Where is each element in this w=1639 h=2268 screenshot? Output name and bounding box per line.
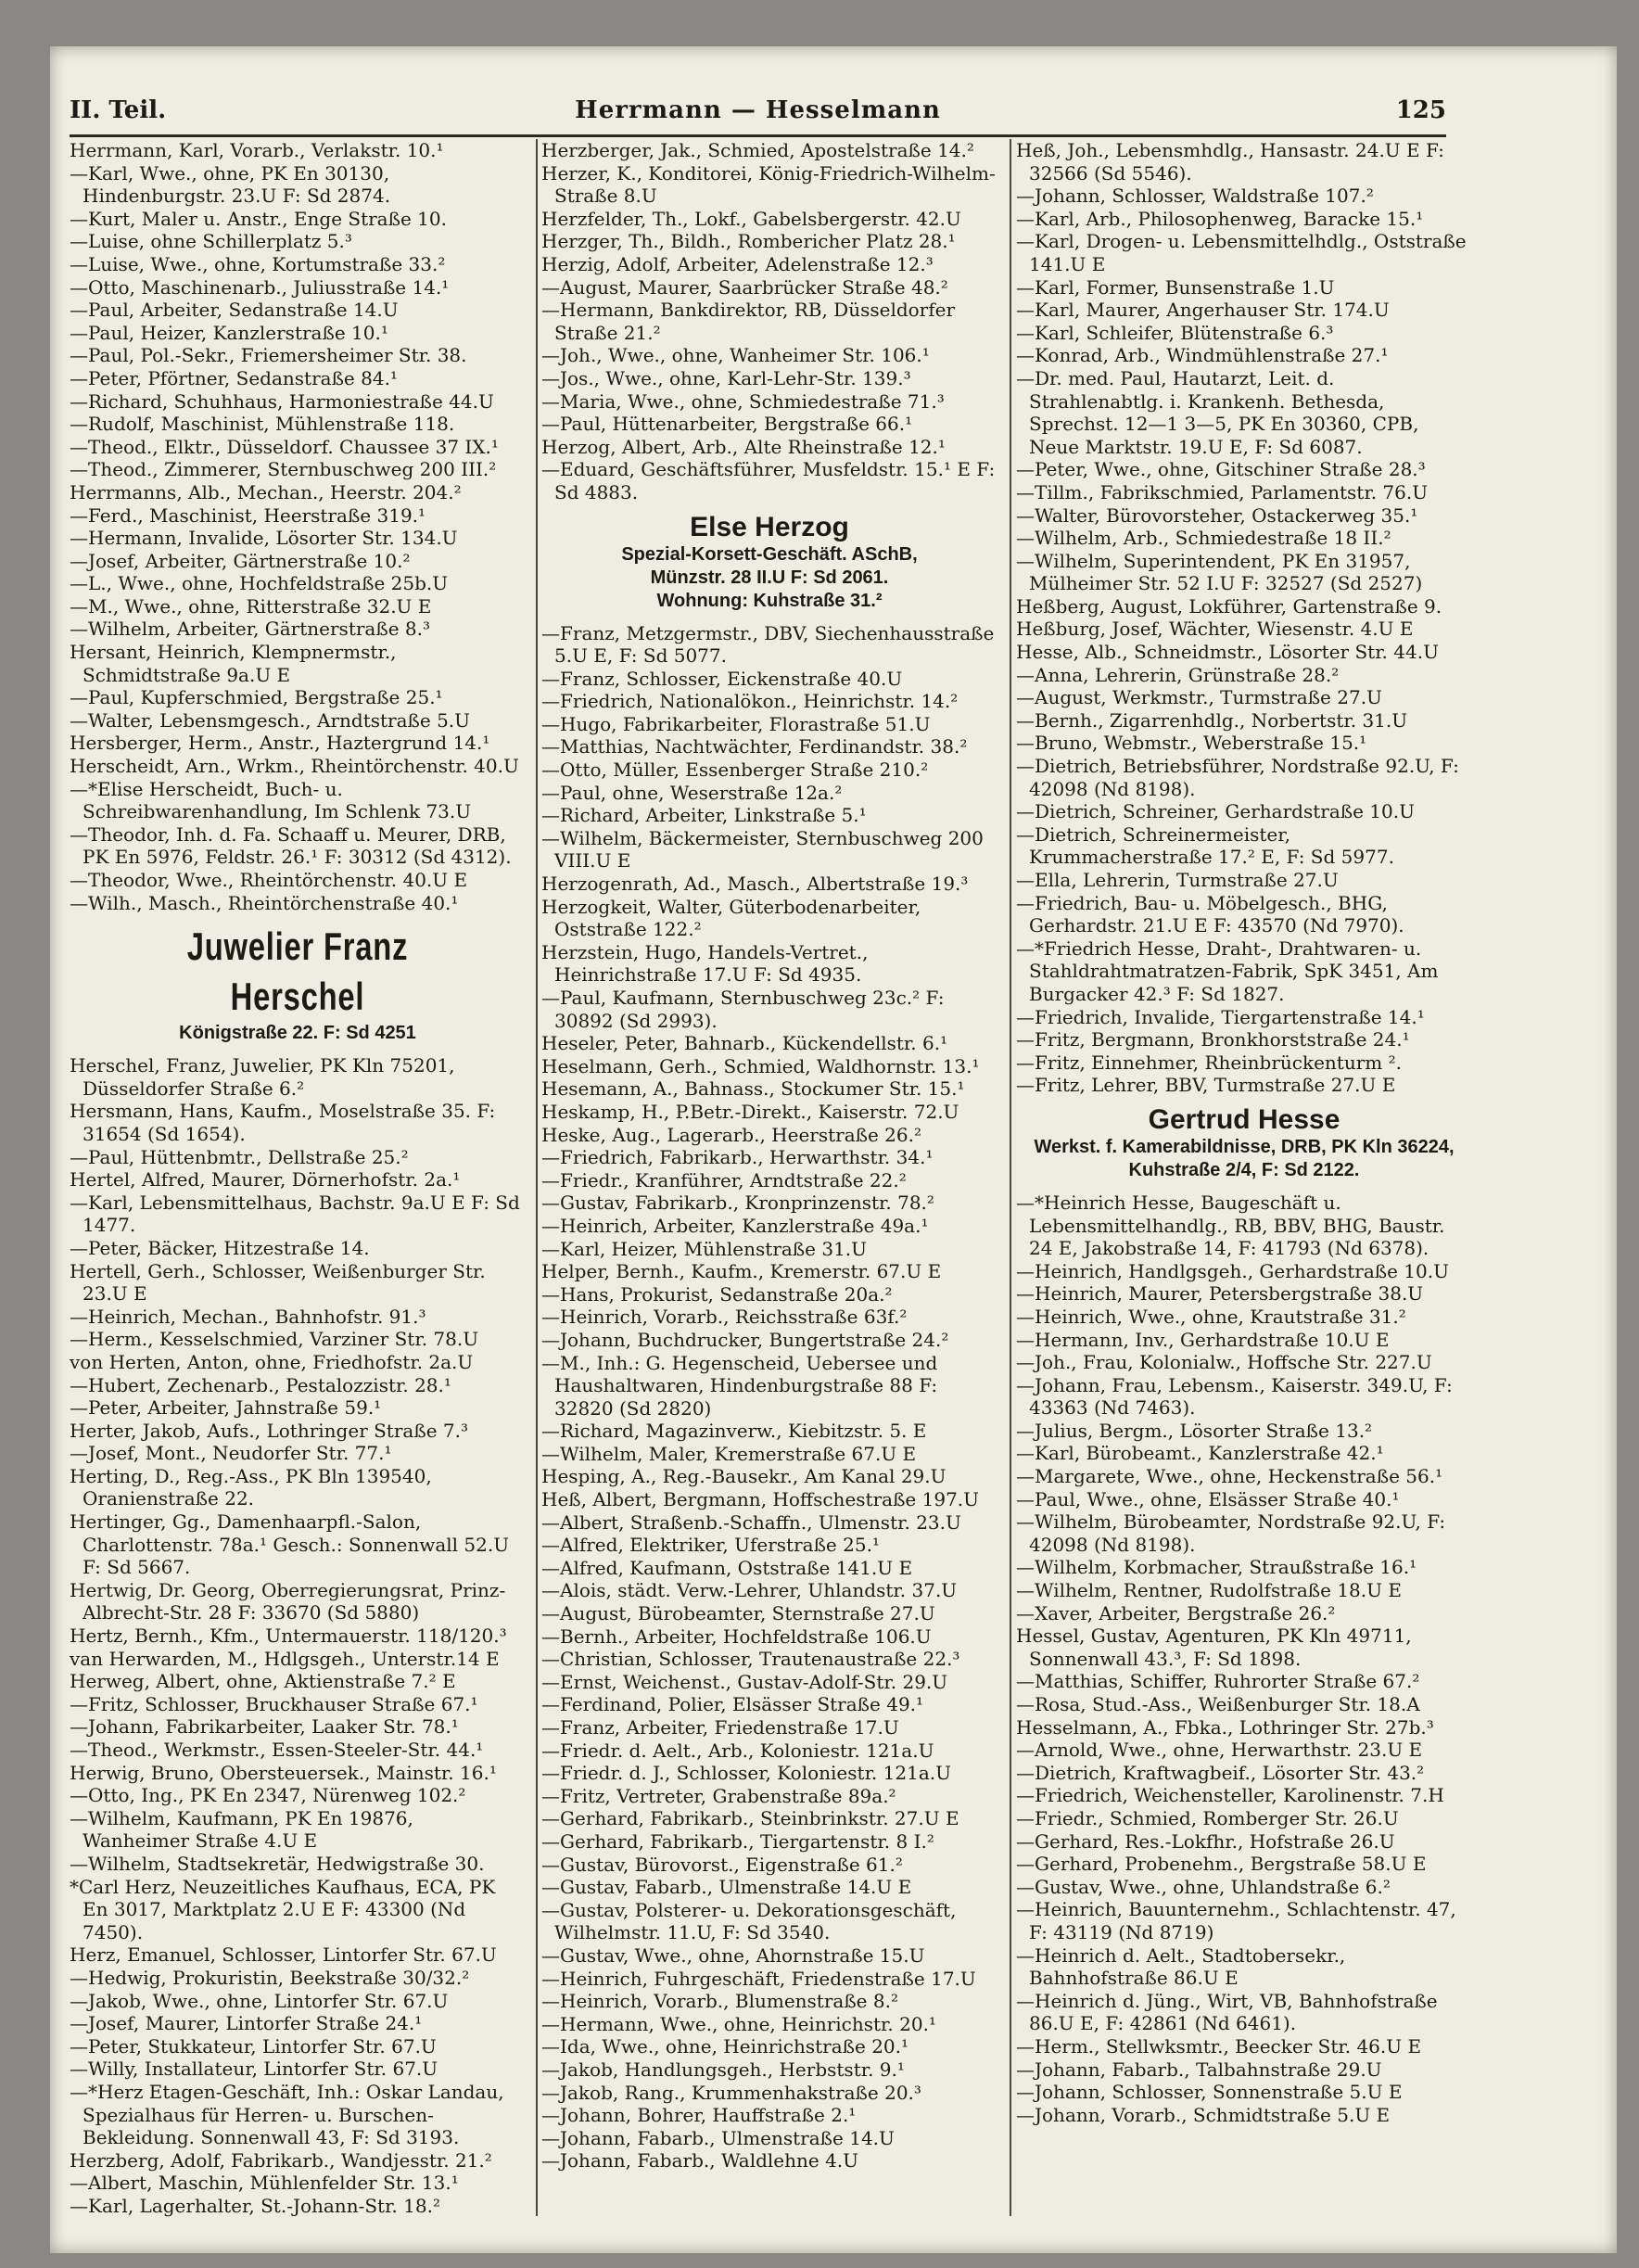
directory-entry: —Gerhard, Fabrikarb., Steinbrinkstr. 27.U E [541, 1807, 959, 1830]
directory-entry: —Gerhard, Probenehm., Bergstraße 58.U E [1016, 1853, 1427, 1876]
directory-entry: —Karl, Arb., Philosophenweg, Baracke 15.¹ [1016, 207, 1424, 230]
directory-entry: Hesse, Alb., Schneidmstr., Lösorter Str. 44.U [1016, 641, 1439, 664]
directory-entry: —Margarete, Wwe., ohne, Heckenstraße 56.¹ [1016, 1465, 1443, 1488]
directory-entry: Herzger, Th., Bildh., Rombericher Platz 28.¹ [541, 230, 956, 253]
directory-entry: —Paul, Pol.-Sekr., Friemersheimer Str. 38. [70, 344, 467, 367]
directory-entry: —Karl, Lebensmittelhaus, Bachstr. 9a.U E F: Sd 1477. [70, 1191, 520, 1237]
directory-entry: —Rudolf, Maschinist, Mühlenstraße 118. [70, 413, 455, 436]
directory-entry: —Fritz, Lehrer, BBV, Turmstraße 27.U E [1016, 1074, 1396, 1097]
directory-entry: —Christian, Schlosser, Trautenaustraße 22.³ [541, 1648, 960, 1671]
directory-entry: —Gustav, Wwe., ohne, Ahornstraße 15.U [541, 1943, 925, 1967]
directory-entry: Heseler, Peter, Bahnarb., Kückendellstr. 6.¹ [541, 1032, 948, 1055]
directory-entry: —Fritz, Schlosser, Bruckhauser Straße 67.¹ [70, 1692, 478, 1715]
directory-entry: —Maria, Wwe., ohne, Schmiedestraße 71.³ [541, 389, 945, 413]
column-2 [541, 139, 997, 2225]
directory-entry: —Johann, Fabarb., Talbahnstraße 29.U [1016, 2058, 1382, 2081]
advertisement [1016, 1104, 1472, 1182]
directory-entry: Herzfelder, Th., Lokf., Gabelsbergerstr. 42.U [541, 207, 961, 230]
directory-entry: —Herm., Kesselschmied, Varziner Str. 78.U [70, 1328, 479, 1351]
directory-entry: —Hubert, Zechenarb., Pestalozzistr. 28.¹ [70, 1373, 451, 1396]
directory-entry: —Heinrich, Handlgsgeh., Gerhardstraße 10.U [1016, 1259, 1449, 1282]
directory-entry: —Hermann, Invalide, Lösorter Str. 134.U [70, 527, 458, 550]
directory-entry: —Heinrich, Fuhrgeschäft, Friedenstraße 17.U [541, 1967, 976, 1990]
directory-entry: —Heinrich, Maurer, Petersbergstraße 38.U [1016, 1282, 1424, 1306]
directory-entry: —Otto, Ing., PK En 2347, Nürenweg 102.² [70, 1784, 466, 1807]
directory-entry: —Paul, Arbeiter, Sedanstraße 14.U [70, 299, 399, 322]
directory-entry: Herzberg, Adolf, Fabrikarb., Wandjesstr. 21.² [70, 2148, 492, 2172]
directory-entry: —Johann, Bohrer, Hauffstraße 2.¹ [541, 2104, 857, 2127]
directory-entry: —Anna, Lehrerin, Grünstraße 28.² [1016, 663, 1340, 686]
directory-entry: —Dietrich, Betriebsführer, Nordstraße 92.U, F: 42098 (Nd 8198). [1016, 755, 1459, 800]
directory-entry: —Hedwig, Prokuristin, Beekstraße 30/32.² [70, 1966, 470, 1989]
directory-entry: Hersberger, Herm., Anstr., Haztergrund 14.¹ [70, 732, 490, 755]
directory-entry: —Johann, Fabarb., Waldlehne 4.U [541, 2149, 859, 2172]
directory-entry: Hesselmann, A., Fbka., Lothringer Str. 27b.³ [1016, 1715, 1434, 1739]
directory-entry: —Johann, Schlosser, Waldstraße 107.² [1016, 185, 1374, 208]
directory-entry: Herwig, Bruno, Obersteuersek., Mainstr. 16.¹ [70, 1761, 497, 1784]
directory-entry: —Wilhelm, Arb., Schmiedestraße 18 II.² [1016, 527, 1391, 550]
page-number: 125 [1395, 96, 1446, 124]
directory-entry: —*Elise Herscheidt, Buch- u. Schreibwarenhandlung, Im Schlenk 73.U [70, 777, 472, 823]
directory-entry: —Luise, Wwe., ohne, Kortumstraße 33.² [70, 252, 446, 275]
column-1 [70, 139, 526, 2225]
directory-entry: —August, Maurer, Saarbrücker Straße 48.² [541, 275, 948, 299]
directory-entry: —Theod., Werkmstr., Essen-Steeler-Str. 44.¹ [70, 1739, 484, 1761]
directory-entry: —Dietrich, Schreinermeister, Krummacherstraße 17.² E, F: Sd 5977. [1016, 822, 1394, 869]
directory-entry: —Johann, Buchdrucker, Bungertstraße 24.² [541, 1328, 949, 1351]
directory-entry: Herrmann, Karl, Vorarb., Verlakstr. 10.¹ [70, 139, 444, 161]
directory-entry: —Johann, Schlosser, Sonnenstraße 5.U E [1016, 2081, 1403, 2104]
directory-entry: von Herten, Anton, ohne, Friedhofstr. 2a.U [70, 1350, 474, 1373]
directory-entry: Hesping, A., Reg.-Bausekr., Am Kanal 29.U [541, 1465, 947, 1488]
directory-entry: Herter, Jakob, Aufs., Lothringer Straße 7.³ [70, 1419, 468, 1442]
directory-entry: —Fritz, Einnehmer, Rheinbrückenturm ². [1016, 1051, 1402, 1074]
directory-entry: —Gustav, Fabarb., Ulmenstraße 14.U E [541, 1876, 912, 1899]
directory-entry: —Wilhelm, Rentner, Rudolfstraße 18.U E [1016, 1579, 1402, 1602]
directory-entry: Herz, Emanuel, Schlosser, Lintorfer Str. 67.U [70, 1943, 497, 1967]
directory-entry: —Paul, Hüttenbmtr., Dellstraße 25.² [70, 1145, 409, 1168]
directory-entry: —Hans, Prokurist, Sedanstraße 20a.² [541, 1282, 893, 1306]
advertisement-title: Else Herzog [690, 511, 849, 542]
directory-entry: —Jakob, Wwe., ohne, Lintorfer Str. 67.U [70, 1989, 449, 2012]
running-header [70, 96, 1446, 134]
directory-entry: —Peter, Arbeiter, Jahnstraße 59.¹ [70, 1396, 382, 1420]
directory-entry: —Fritz, Vertreter, Grabenstraße 89a.² [541, 1784, 896, 1807]
directory-entry: —Albert, Straßenb.-Schaffn., Ulmenstr. 23.U [541, 1510, 961, 1534]
directory-entry: Herrmanns, Alb., Mechan., Heerstr. 204.² [70, 480, 462, 503]
directory-entry: —Peter, Pförtner, Sedanstraße 84.¹ [70, 366, 398, 389]
directory-entry: —Ida, Wwe., ohne, Heinrichstraße 20.¹ [541, 2035, 909, 2058]
directory-entry: —Franz, Metzgermstr., DBV, Siechenhausstraße 5.U E, F: Sd 5077. [541, 621, 995, 668]
directory-entry: —M., Inh.: G. Hegenscheid, Uebersee und Haushaltwaren, Hindenburgstraße 88 F: 32820 (Sd 2820) [541, 1351, 938, 1420]
directory-entry: —Rosa, Stud.-Ass., Weißenburger Str. 18.A [1016, 1693, 1420, 1715]
directory-entry: —Josef, Mont., Neudorfer Str. 77.¹ [70, 1442, 392, 1465]
directory-entry: —Johann, Frau, Lebensm., Kaiserstr. 349.U, F: 43363 (Nd 7463). [1016, 1373, 1453, 1420]
directory-entry: —Arnold, Wwe., ohne, Herwarthstr. 23.U E [1016, 1739, 1423, 1762]
directory-entry: —Heinrich, Vorarb., Reichsstraße 63f.² [541, 1306, 908, 1329]
directory-entry: —Karl, Maurer, Angerhauser Str. 174.U [1016, 299, 1390, 322]
directory-entry: Herzberger, Jak., Schmied, Apostelstraße 14.² [541, 139, 974, 161]
directory-entry: —Julius, Bergm., Lösorter Straße 13.² [1016, 1419, 1373, 1442]
directory-entry: —Richard, Arbeiter, Linkstraße 5.¹ [541, 804, 867, 827]
directory-entry: —Alfred, Elektriker, Uferstraße 25.¹ [541, 1534, 880, 1557]
directory-entry: —Hermann, Inv., Gerhardstraße 10.U E [1016, 1328, 1390, 1351]
directory-entry: —Peter, Bäcker, Hitzestraße 14. [70, 1236, 370, 1259]
directory-entry: —Konrad, Arb., Windmühlenstraße 27.¹ [1016, 344, 1389, 367]
directory-entry: —Walter, Bürovorsteher, Ostackerweg 35.¹ [1016, 503, 1418, 527]
directory-entry: —Dietrich, Kraftwagbeif., Lösorter Str. 43.² [1016, 1761, 1425, 1784]
directory-entry: —Karl, Schleifer, Blütenstraße 6.³ [1016, 321, 1334, 344]
name-range: Herrmann — Hesselmann [575, 96, 941, 124]
directory-entry: —Joh., Wwe., ohne, Wanheimer Str. 106.¹ [541, 344, 930, 367]
directory-entry: Heß, Joh., Lebensmhdlg., Hansastr. 24.U E F: 32566 (Sd 5546). [1016, 139, 1444, 185]
directory-entry: —Bernh., Arbeiter, Hochfeldstraße 106.U [541, 1625, 932, 1648]
directory-entry: Herweg, Albert, ohne, Aktienstraße 7.² E [70, 1670, 456, 1693]
directory-entry: Heselmann, Gerh., Schmied, Waldhornstr. 13.¹ [541, 1054, 980, 1077]
directory-entry: Heske, Aug., Lagerarb., Heerstraße 26.² [541, 1123, 922, 1146]
directory-entry: —Karl, Heizer, Mühlenstraße 31.U [541, 1237, 868, 1260]
column-divider [536, 139, 538, 2216]
directory-entry: —Heinrich, Mechan., Bahnhofstr. 91.³ [70, 1305, 426, 1328]
directory-entry: Herzig, Adolf, Arbeiter, Adelenstraße 12.³ [541, 252, 934, 275]
directory-entry: Herzogenrath, Ad., Masch., Albertstraße 19.³ [541, 873, 969, 896]
directory-entry: —Gustav, Fabrikarb., Kronprinzenstr. 78.² [541, 1191, 934, 1215]
directory-entry: —Friedr., Schmied, Romberger Str. 26.U [1016, 1806, 1399, 1829]
directory-entry: —Willy, Installateur, Lintorfer Str. 67.U [70, 2058, 438, 2081]
directory-entry: —Heinrich, Vorarb., Blumenstraße 8.² [541, 1990, 898, 2013]
directory-entry: Hessel, Gustav, Agenturen, PK Kln 49711, Sonnenwall 43.³, F: Sd 1898. [1016, 1625, 1412, 1670]
directory-entry: —Hermann, Wwe., ohne, Heinrichstr. 20.¹ [541, 2012, 936, 2035]
directory-entry: Hertz, Bernh., Kfm., Untermauerstr. 118/120.³ [70, 1625, 507, 1648]
directory-entry: —Richard, Schuhhaus, Harmoniestraße 44.U [70, 389, 494, 413]
directory-entry: —Wilhelm, Superintendent, PK En 31957, Mülheimer Str. 52 I.U F: 32527 (Sd 2527) [1016, 549, 1423, 595]
directory-entry: —Paul, Kaufmann, Sternbuschweg 23c.² F: 30892 (Sd 2993). [541, 987, 945, 1032]
directory-entry: —Karl, Bürobeamt., Kanzlerstraße 42.¹ [1016, 1442, 1384, 1465]
directory-entry: —Jakob, Handlungsgeh., Herbststr. 9.¹ [541, 2058, 905, 2081]
directory-entry: —Theodor, Wwe., Rheintörchenstr. 40.U E [70, 869, 468, 891]
directory-entry: *Carl Herz, Neuzeitliches Kaufhaus, ECA, PK En 3017, Marktplatz 2.U E F: 43300 (Nd 7450). [70, 1875, 496, 1943]
directory-entry: —Gerhard, Res.-Lokfhr., Hofstraße 26.U [1016, 1829, 1395, 1853]
directory-entry: —Karl, Drogen- u. Lebensmittelhdlg., Oststraße 141.U E [1016, 230, 1467, 275]
directory-entry: —Paul, Hüttenarbeiter, Bergstraße 66.¹ [541, 413, 913, 436]
directory-entry: Hersant, Heinrich, Klempnermstr., Schmidtstraße 9a.U E [70, 641, 397, 686]
section-label: II. Teil. [70, 96, 167, 124]
directory-entry: —Wilh., Masch., Rheintörchenstraße 40.¹ [70, 891, 459, 914]
directory-entry: —Friedrich, Bau- u. Möbelgesch., BHG, Gerhardstr. 21.U E F: 43570 (Nd 7970). [1016, 891, 1404, 937]
header-rule [70, 134, 1446, 137]
directory-entry: —Ernst, Weichenst., Gustav-Adolf-Str. 29.U [541, 1670, 948, 1693]
advertisement [541, 512, 997, 613]
directory-entry: —Walter, Lebensmgesch., Arndtstraße 5.U [70, 708, 471, 732]
directory-entry: —Heinrich, Wwe., ohne, Krautstraße 31.² [1016, 1305, 1406, 1328]
directory-entry: —Eduard, Geschäftsführer, Musfeldstr. 15.¹ E F: Sd 4883. [541, 458, 996, 503]
directory-entry: —Bernh., Zigarrenhdlg., Norbertstr. 31.U [1016, 708, 1408, 732]
directory-entry: —Theod., Elktr., Düsseldorf. Chaussee 37 IX.¹ [70, 435, 499, 458]
directory-entry: —Friedrich, Fabrikarb., Herwarthstr. 34.¹ [541, 1146, 934, 1169]
directory-entry: —Xaver, Arbeiter, Bergstraße 26.² [1016, 1601, 1336, 1625]
directory-entry: —Paul, ohne, Weserstraße 12a.² [541, 781, 843, 804]
directory-entry: —Jakob, Rang., Krummenhakstraße 20.³ [541, 2081, 921, 2104]
directory-entry: —Wilhelm, Maler, Kremerstraße 67.U E [541, 1442, 917, 1465]
directory-entry: —Richard, Magazinverw., Kiebitzstr. 5. E [541, 1420, 927, 1443]
directory-entry: Hertel, Alfred, Maurer, Dörnerhofstr. 2a.¹ [70, 1168, 461, 1191]
directory-entry: —Heinrich d. Aelt., Stadtobersekr., Bahnhofstraße 86.U E [1016, 1943, 1346, 1990]
directory-entry: —Alois, städt. Verw.-Lehrer, Uhlandstr. 37.U [541, 1579, 958, 1602]
directory-entry: —August, Werkmstr., Turmstraße 27.U [1016, 686, 1382, 709]
directory-entry: Hesemann, A., Bahnass., Stockumer Str. 15.¹ [541, 1077, 965, 1101]
directory-entry: —Dr. med. Paul, Hautarzt, Leit. d. Strahlenabtlg. i. Krankenh. Bethesda, Sprechst. 12—1 3—5, PK En 30360, CPB, Neue Marktstr. 19.U E, F: Sd 6087. [1016, 366, 1419, 458]
advertisement [70, 922, 526, 1045]
directory-entry: —Heinrich, Arbeiter, Kanzlerstraße 49a.¹ [541, 1214, 929, 1237]
directory-entry: —Theod., Zimmerer, Sternbuschweg 200 III.² [70, 458, 497, 481]
directory-entry: —Wilhelm, Korbmacher, Straußstraße 16.¹ [1016, 1556, 1417, 1579]
directory-entry: —Ferd., Maschinist, Heerstraße 319.¹ [70, 503, 426, 527]
directory-entry: Herzog, Albert, Arb., Alte Rheinstraße 12.¹ [541, 435, 946, 458]
directory-entry: —Dietrich, Schreiner, Gerhardstraße 10.U [1016, 800, 1415, 823]
directory-entry: Hertell, Gerh., Schlosser, Weißenburger Str. 23.U E [70, 1259, 486, 1306]
directory-entry: Herzer, K., Konditorei, König-Friedrich-Wilhelm-Straße 8.U [541, 161, 996, 208]
directory-entry: —Gustav, Polsterer- u. Dekorationsgeschäft, Wilhelmstr. 11.U, F: Sd 3540. [541, 1898, 957, 1944]
directory-entry: —Albert, Maschin, Mühlenfelder Str. 13.¹ [70, 2172, 459, 2195]
directory-entry: —Gerhard, Fabrikarb., Tiergartenstr. 8 I.² [541, 1829, 934, 1853]
directory-entry: Herscheidt, Arn., Wrkm., Rheintörchenstr. 40.U [70, 755, 519, 778]
directory-entry: Herschel, Franz, Juwelier, PK Kln 75201, Düsseldorfer Straße 6.² [70, 1054, 455, 1100]
directory-entry: —Luise, ohne Schillerplatz 5.³ [70, 230, 352, 253]
directory-entry: van Herwarden, M., Hdlgsgeh., Unterstr.14 E [70, 1647, 500, 1670]
directory-entry: Herzstein, Hugo, Handels-Vertret., Heinrichstraße 17.U F: Sd 4935. [541, 940, 869, 987]
advertisement-line: Spezial-Korsett-Geschäft. ASchB, [621, 543, 918, 565]
advertisement-line: Königstraße 22. F: Sd 4251 [179, 1023, 416, 1044]
directory-entry: —Herm., Stellwksmtr., Beecker Str. 46.U E [1016, 2034, 1422, 2058]
directory-entry: —Karl, Former, Bunsenstraße 1.U [1016, 275, 1335, 299]
directory-entry: —Paul, Wwe., ohne, Elsässer Straße 40.¹ [1016, 1487, 1400, 1510]
directory-entry: Hersmann, Hans, Kaufm., Moselstraße 35. F: 31654 (Sd 1654). [70, 1100, 496, 1145]
directory-entry: —*Heinrich Hesse, Baugeschäft u. Lebensmittelhandlg., RB, BBV, BHG, Baustr. 24 E, Jakobstraße 14, F: 41793 (Nd 6378). [1016, 1191, 1445, 1260]
directory-entry: Heßberg, August, Lokführer, Gartenstraße 9. [1016, 594, 1442, 618]
directory-entry: —L., Wwe., ohne, Hochfeldstraße 25b.U [70, 572, 449, 595]
directory-entry: —Hugo, Fabrikarbeiter, Florastraße 51.U [541, 712, 931, 735]
directory-entry: —Karl, Wwe., ohne, PK En 30130, Hindenburgstr. 23.U F: Sd 2874. [70, 161, 391, 208]
directory-entry: —Theodor, Inh. d. Fa. Schaaff u. Meurer, DRB, PK En 5976, Feldstr. 26.¹ F: 30312 (Sd 4312). [70, 822, 512, 869]
directory-entry: —Friedr. d. J., Schlosser, Koloniestr. 121a.U [541, 1762, 951, 1785]
advertisement-title: Juwelier Franz Herschel [186, 924, 409, 1019]
directory-entry: —Peter, Stukkateur, Lintorfer Str. 67.U [70, 2034, 437, 2058]
directory-entry: —Johann, Vorarb., Schmidtstraße 5.U E [1016, 2103, 1391, 2126]
directory-entry: —Gustav, Bürovorst., Eigenstraße 61.² [541, 1853, 903, 1876]
directory-entry: —Matthias, Nachtwächter, Ferdinandstr. 38.² [541, 735, 968, 758]
directory-entry: —Heinrich d. Jüng., Wirt, VB, Bahnhofstraße 86.U E, F: 42861 (Nd 6461). [1016, 1989, 1438, 2035]
directory-entry: Herting, D., Reg.-Ass., PK Bln 139540, Oranienstraße 22. [70, 1464, 432, 1510]
directory-entry: Helper, Bernh., Kaufm., Kremerstr. 67.U E [541, 1260, 942, 1283]
directory-entry: —Wilhelm, Arbeiter, Gärtnerstraße 8.³ [70, 618, 430, 641]
directory-entry: —Jos., Wwe., ohne, Karl-Lehr-Str. 139.³ [541, 366, 911, 389]
advertisement-title: Gertrud Hesse [1148, 1103, 1340, 1135]
advertisement-line: Wohnung: Kuhstraße 31.² [656, 590, 883, 611]
directory-entry: Heß, Albert, Bergmann, Hoffschestraße 197.U [541, 1488, 980, 1511]
directory-entry: Heskamp, H., P.Betr.-Direkt., Kaiserstr. 72.U [541, 1100, 959, 1123]
directory-entry: Herzogkeit, Walter, Güterbodenarbeiter, Oststraße 122.² [541, 895, 921, 941]
advertisement-line: Werkst. f. Kamerabildnisse, DRB, PK Kln 36224, Kuhstraße 2/4, F: Sd 2122. [1034, 1136, 1455, 1180]
directory-entry: —Wilhelm, Bäckermeister, Sternbuschweg 200 VIII.U E [541, 826, 984, 873]
directory-entry: —Wilhelm, Stadtsekretär, Hedwigstraße 30. [70, 1852, 485, 1875]
directory-entry: Hertwig, Dr. Georg, Oberregierungsrat, Prinz-Albrecht-Str. 28 F: 33670 (Sd 5880) [70, 1578, 506, 1625]
directory-entry: —*Friedrich Hesse, Draht-, Drahtwaren- u. Stahldrahtmatratzen-Fabrik, SpK 3451, Am Burgacker 42.³ F: Sd 1827. [1016, 937, 1439, 1005]
directory-entry: —Alfred, Kaufmann, Oststraße 141.U E [541, 1556, 913, 1579]
directory-entry: —*Herz Etagen-Geschäft, Inh.: Oskar Landau, Spezialhaus für Herren- u. Burschen-Bekleidung. Sonnenwall 43, F: Sd 3193. [70, 2080, 504, 2149]
directory-entry: —Ella, Lehrerin, Turmstraße 27.U [1016, 869, 1339, 891]
directory-entry: —Joh., Frau, Kolonialw., Hoffsche Str. 227.U [1016, 1351, 1432, 1374]
directory-entry: —Ferdinand, Polier, Elsässer Straße 49.¹ [541, 1693, 924, 1716]
directory-entry: —Bruno, Webmstr., Weberstraße 15.¹ [1016, 732, 1367, 755]
directory-entry: —Fritz, Bergmann, Bronkhorststraße 24.¹ [1016, 1028, 1410, 1051]
directory-entry: —M., Wwe., ohne, Ritterstraße 32.U E [70, 594, 432, 618]
directory-entry: —Franz, Arbeiter, Friedenstraße 17.U [541, 1716, 899, 1739]
directory-entry: —Paul, Heizer, Kanzlerstraße 10.¹ [70, 321, 388, 344]
directory-entry: —Peter, Wwe., ohne, Gitschiner Straße 28.³ [1016, 458, 1426, 481]
column-divider [1010, 139, 1011, 2216]
directory-entry: —Johann, Fabrikarbeiter, Laaker Str. 78.¹ [70, 1715, 459, 1739]
directory-entry: Heßburg, Josef, Wächter, Wiesenstr. 4.U E [1016, 618, 1414, 641]
directory-entry: —Friedrich, Nationalökon., Heinrichstr. 14.² [541, 690, 959, 713]
directory-entry: —Franz, Schlosser, Eickenstraße 40.U [541, 667, 903, 690]
directory-entry: —Gustav, Wwe., ohne, Uhlandstraße 6.² [1016, 1875, 1391, 1898]
directory-entry: —Friedrich, Invalide, Tiergartenstraße 14.¹ [1016, 1005, 1425, 1028]
directory-entry: —Josef, Arbeiter, Gärtnerstraße 10.² [70, 549, 411, 572]
directory-entry: —Otto, Müller, Essenberger Straße 210.² [541, 758, 929, 782]
directory-entry: —Paul, Kupferschmied, Bergstraße 25.¹ [70, 686, 443, 709]
directory-entry: —Hermann, Bankdirektor, RB, Düsseldorfer Straße 21.² [541, 299, 956, 344]
directory-entry: —Friedr., Kranführer, Arndtstraße 22.² [541, 1168, 907, 1191]
column-3 [1016, 139, 1472, 2225]
directory-entry: —Johann, Fabarb., Ulmenstraße 14.U [541, 2126, 895, 2149]
directory-entry: —Karl, Lagerhalter, St.-Johann-Str. 18.² [70, 2194, 440, 2217]
directory-entry: Hertinger, Gg., Damenhaarpfl.-Salon, Charlottenstr. 78a.¹ Gesch.: Sonnenwall 52.U F: Sd 5667. [70, 1510, 510, 1579]
directory-entry: —Friedr. d. Aelt., Arb., Koloniestr. 121a.U [541, 1739, 934, 1762]
directory-entry: —Wilhelm, Bürobeamter, Nordstraße 92.U, F: 42098 (Nd 8198). [1016, 1510, 1446, 1556]
directory-entry: —Friedrich, Weichensteller, Karolinenstr. 7.H [1016, 1784, 1444, 1807]
directory-entry: —Kurt, Maler u. Anstr., Enge Straße 10. [70, 207, 447, 230]
advertisement-line: Münzstr. 28 II.U F: Sd 2061. [650, 567, 889, 588]
directory-entry: —Josef, Maurer, Lintorfer Straße 24.¹ [70, 2012, 423, 2035]
directory-entry: —August, Bürobeamter, Sternstraße 27.U [541, 1602, 935, 1625]
directory-entry: —Wilhelm, Kaufmann, PK En 19876, Wanheimer Straße 4.U E [70, 1806, 413, 1853]
directory-entry: —Matthias, Schiffer, Ruhrorter Straße 67.² [1016, 1670, 1420, 1693]
directory-entry: —Tillm., Fabrikschmied, Parlamentstr. 76.U [1016, 480, 1429, 503]
directory-entry: —Heinrich, Bauunternehm., Schlachtenstr. 47, F: 43119 (Nd 8719) [1016, 1898, 1456, 1943]
directory-entry: —Otto, Maschinenarb., Juliusstraße 14.¹ [70, 275, 450, 299]
